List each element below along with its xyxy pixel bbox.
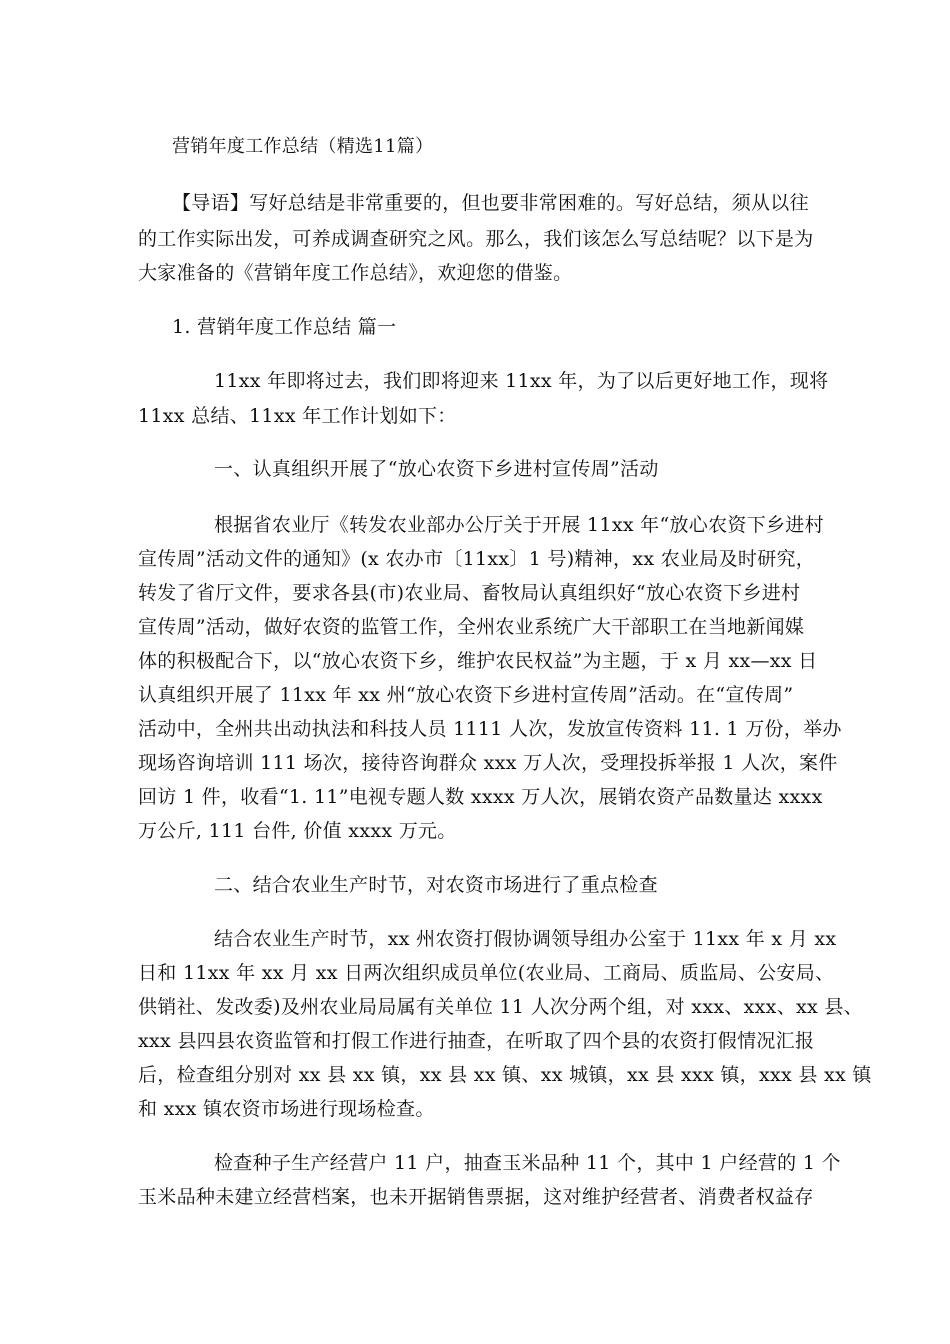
subheading: 二、结合农业生产时节，对农资市场进行了重点检查 bbox=[214, 874, 658, 896]
paragraph-line: 后，检查组分别对 xx 县 xx 镇，xx 县 xx 镇、xx 城镇，xx 县 xxx 镇，xxx 县 xx 镇 bbox=[138, 1064, 872, 1086]
paragraph-line: 日和 11xx 年 xx 月 xx 日两次组织成员单位(农业局、工商局、质监局、公安局、 bbox=[138, 962, 835, 984]
paragraph-line: 活动中，全州共出动执法和科技人员 1111 人次，发放宣传资料 11. 1 万份，举办 bbox=[138, 718, 842, 740]
paragraph-line: 现场咨询培训 111 场次，接待咨询群众 xxx 万人次，受理投拆举报 1 人次，案件 bbox=[138, 752, 838, 774]
paragraph-line: 体的积极配合下，以“放心农资下乡，维护农民权益”为主题，于 x 月 xx—xx 日 bbox=[138, 650, 818, 672]
paragraph-line: 万公斤, 111 台件, 价值 xxxx 万元。 bbox=[138, 820, 457, 842]
intro-line: 【导语】写好总结是非常重要的，但也要非常困难的。写好总结，须从以往 bbox=[172, 192, 809, 214]
paragraph-line: 根据省农业厅《转发农业部办公厅关于开展 11xx 年“放心农资下乡进村 bbox=[214, 514, 824, 536]
paragraph-line: 11xx 总结、11xx 年工作计划如下： bbox=[138, 405, 457, 427]
paragraph-line: 供销社、发改委)及州农业局局属有关单位 11 人次分两个组，对 xxx、xxx、xx 县、 bbox=[138, 996, 863, 1018]
document-title: 营销年度工作总结（精选11篇） bbox=[172, 136, 434, 157]
subheading: 一、认真组织开展了“放心农资下乡进村宣传周”活动 bbox=[214, 458, 659, 480]
paragraph-line: 认真组织开展了 11xx 年 xx 州“放心农资下乡进村宣传周”活动。在“宣传周” bbox=[138, 684, 794, 706]
paragraph-line: 结合农业生产时节，xx 州农资打假协调领导组办公室于 11xx 年 x 月 xx bbox=[214, 928, 837, 950]
paragraph-line: 11xx 年即将过去，我们即将迎来 11xx 年，为了以后更好地工作，现将 bbox=[214, 370, 829, 392]
intro-line: 大家准备的《营销年度工作总结》，欢迎您的借鉴。 bbox=[138, 262, 573, 284]
paragraph-line: 和 xxx 镇农资市场进行现场检查。 bbox=[138, 1098, 435, 1120]
paragraph-line: 转发了省厅文件，要求各县(市)农业局、畜牧局认真组织好“放心农资下乡进村 bbox=[138, 582, 801, 604]
section-heading: 1. 营销年度工作总结 篇一 bbox=[172, 316, 397, 338]
paragraph-line: 宣传周”活动文件的通知》(x 农办市〔11xx〕1 号)精神，xx 农业局及时研究， bbox=[138, 548, 816, 570]
intro-line: 的工作实际出发，可养成调查研究之风。那么，我们该怎么写总结呢？以下是为 bbox=[138, 228, 814, 250]
paragraph-line: 宣传周”活动，做好农资的监管工作，全州农业系统广大干部职工在当地新闻媒 bbox=[138, 616, 805, 638]
paragraph-line: 玉米品种未建立经营档案，也未开据销售票据，这对维护经营者、消费者权益存 bbox=[138, 1186, 814, 1208]
paragraph-line: xxx 县四县农资监管和打假工作进行抽查，在听取了四个县的农资打假情况汇报 bbox=[138, 1030, 815, 1052]
paragraph-line: 回访 1 件，收看“1. 11”电视专题人数 xxxx 万人次，展销农资产品数量达 xxxx bbox=[138, 786, 823, 808]
paragraph-line: 检查种子生产经营户 11 户，抽查玉米品种 11 个，其中 1 户经营的 1 个 bbox=[214, 1152, 841, 1174]
